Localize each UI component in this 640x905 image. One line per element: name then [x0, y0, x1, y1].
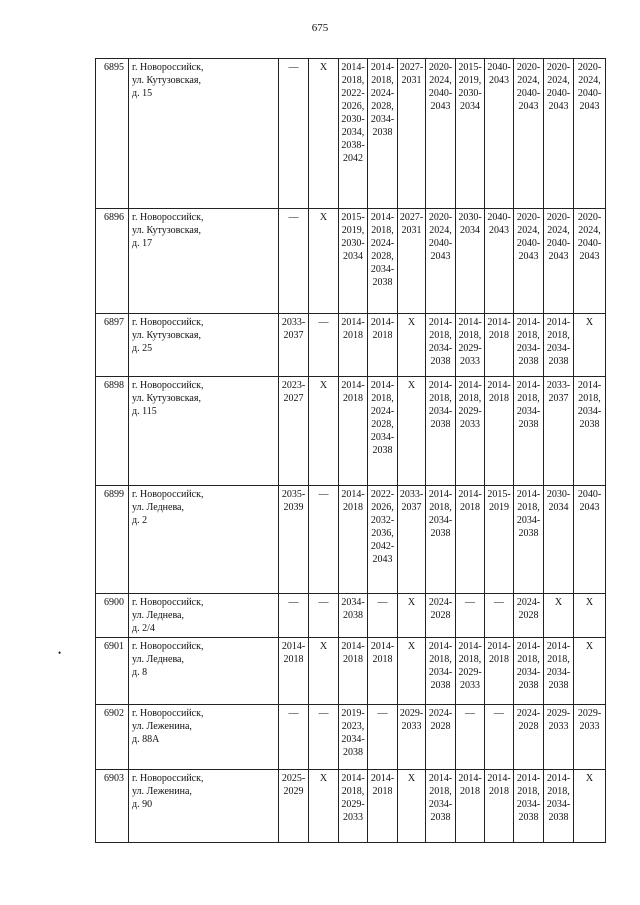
period-cell: 2040- 2043	[485, 59, 514, 209]
period-cell: 2020- 2024, 2040- 2043	[514, 59, 544, 209]
period-cell: X	[309, 209, 339, 314]
table-row	[96, 486, 606, 594]
period-cell: 2020- 2024, 2040- 2043	[544, 209, 574, 314]
table-row	[96, 770, 606, 843]
period-cell: 2024- 2028	[426, 594, 456, 638]
period-cell: 2014- 2018, 2034- 2038	[574, 377, 606, 486]
address-cell: г. Новороссийск, ул. Кутузовская, д. 15	[129, 59, 279, 209]
address-cell: г. Новороссийск, ул. Леднева, д. 2/4	[129, 594, 279, 638]
period-cell: 2024- 2028	[426, 705, 456, 770]
period-cell: —	[309, 314, 339, 377]
period-cell: —	[309, 594, 339, 638]
period-cell: 2014- 2018, 2034- 2038	[544, 314, 574, 377]
period-cell: 2014- 2018	[368, 770, 398, 843]
period-cell: —	[456, 705, 485, 770]
period-cell: 2014- 2018, 2034- 2038	[426, 314, 456, 377]
period-cell: 2014- 2018, 2024- 2028, 2034- 2038	[368, 209, 398, 314]
period-cell: 2014- 2018	[339, 377, 368, 486]
address-cell: г. Новороссийск, ул. Леднева, д. 2	[129, 486, 279, 594]
table-row	[96, 594, 606, 638]
row-number: 6901	[96, 638, 129, 705]
period-cell: X	[309, 638, 339, 705]
period-cell: X	[309, 377, 339, 486]
period-cell: 2014- 2018, 2022- 2026, 2030- 2034, 2038- 2042	[339, 59, 368, 209]
period-cell: —	[279, 59, 309, 209]
period-cell: 2029- 2033	[574, 705, 606, 770]
period-cell: —	[279, 209, 309, 314]
period-cell: —	[368, 594, 398, 638]
period-cell: 2014- 2018, 2034- 2038	[426, 377, 456, 486]
period-cell: X	[574, 314, 606, 377]
period-cell: 2027- 2031	[398, 59, 426, 209]
period-cell: 2014- 2018, 2034- 2038	[544, 770, 574, 843]
period-cell: 2014- 2018, 2034- 2038	[426, 638, 456, 705]
period-cell: 2014- 2018, 2034- 2038	[544, 638, 574, 705]
period-cell: —	[279, 705, 309, 770]
period-cell: 2033- 2037	[544, 377, 574, 486]
period-cell: 2029- 2033	[398, 705, 426, 770]
period-cell: 2020- 2024, 2040- 2043	[574, 209, 606, 314]
period-cell: 2014- 2018, 2029- 2033	[456, 638, 485, 705]
period-cell: 2014- 2018, 2034- 2038	[514, 486, 544, 594]
period-cell: 2014- 2018, 2034- 2038	[514, 314, 544, 377]
address-cell: г. Новороссийск, ул. Леженина, д. 88А	[129, 705, 279, 770]
period-cell: 2014- 2018	[279, 638, 309, 705]
period-cell: 2015- 2019, 2030- 2034	[339, 209, 368, 314]
period-cell: 2014- 2018	[456, 486, 485, 594]
address-cell: г. Новороссийск, ул. Леднева, д. 8	[129, 638, 279, 705]
period-cell: 2024- 2028	[514, 594, 544, 638]
period-cell: 2014- 2018, 2034- 2038	[514, 770, 544, 843]
period-cell: 2033- 2037	[398, 486, 426, 594]
address-cell: г. Новороссийск, ул. Кутузовская, д. 25	[129, 314, 279, 377]
period-cell: X	[398, 594, 426, 638]
period-cell: 2014- 2018, 2029- 2033	[456, 314, 485, 377]
period-cell: 2014- 2018	[339, 638, 368, 705]
address-cell: г. Новороссийск, ул. Кутузовская, д. 115	[129, 377, 279, 486]
period-cell: X	[398, 770, 426, 843]
period-cell: X	[574, 594, 606, 638]
period-cell: —	[456, 594, 485, 638]
period-cell: 2015- 2019	[485, 486, 514, 594]
period-cell: 2040- 2043	[574, 486, 606, 594]
period-cell: 2025- 2029	[279, 770, 309, 843]
period-cell: 2014- 2018, 2034- 2038	[426, 770, 456, 843]
period-cell: 2014- 2018	[485, 314, 514, 377]
period-cell: 2014- 2018	[368, 638, 398, 705]
row-number: 6902	[96, 705, 129, 770]
period-cell: 2020- 2024, 2040- 2043	[514, 209, 544, 314]
period-cell: 2014- 2018, 2034- 2038	[514, 377, 544, 486]
period-cell: —	[309, 705, 339, 770]
period-cell: 2020- 2024, 2040- 2043	[426, 209, 456, 314]
period-cell: X	[309, 770, 339, 843]
table-row	[96, 638, 606, 705]
address-cell: г. Новороссийск, ул. Леженина, д. 90	[129, 770, 279, 843]
period-cell: 2014- 2018	[456, 770, 485, 843]
period-cell: —	[485, 705, 514, 770]
period-cell: —	[368, 705, 398, 770]
period-cell: 2014- 2018	[485, 377, 514, 486]
table-row	[96, 59, 606, 209]
period-cell: —	[485, 594, 514, 638]
period-cell: 2014- 2018, 2024- 2028, 2034- 2038	[368, 377, 398, 486]
period-cell: X	[574, 770, 606, 843]
period-cell: 2035- 2039	[279, 486, 309, 594]
period-cell: 2015- 2019, 2030- 2034	[456, 59, 485, 209]
table-row	[96, 314, 606, 377]
row-number: 6899	[96, 486, 129, 594]
row-number: 6895	[96, 59, 129, 209]
period-cell: 2022- 2026, 2032- 2036, 2042- 2043	[368, 486, 398, 594]
period-cell: —	[309, 486, 339, 594]
page-number: 675	[311, 22, 329, 34]
register-table	[95, 58, 606, 843]
period-cell: X	[574, 638, 606, 705]
period-cell: 2030- 2034	[456, 209, 485, 314]
period-cell: 2020- 2024, 2040- 2043	[574, 59, 606, 209]
period-cell: 2029- 2033	[544, 705, 574, 770]
address-cell: г. Новороссийск, ул. Кутузовская, д. 17	[129, 209, 279, 314]
period-cell: 2027- 2031	[398, 209, 426, 314]
period-cell: X	[398, 638, 426, 705]
period-cell: X	[544, 594, 574, 638]
period-cell: —	[279, 594, 309, 638]
period-cell: 2014- 2018, 2034- 2038	[426, 486, 456, 594]
period-cell: 2020- 2024, 2040- 2043	[544, 59, 574, 209]
period-cell: 2040- 2043	[485, 209, 514, 314]
period-cell: 2034- 2038	[339, 594, 368, 638]
period-cell: 2014- 2018, 2024- 2028, 2034- 2038	[368, 59, 398, 209]
period-cell: 2019- 2023, 2034- 2038	[339, 705, 368, 770]
period-cell: 2024- 2028	[514, 705, 544, 770]
period-cell: 2014- 2018	[339, 314, 368, 377]
period-cell: 2014- 2018	[485, 638, 514, 705]
period-cell: 2020- 2024, 2040- 2043	[426, 59, 456, 209]
table-row	[96, 377, 606, 486]
period-cell: 2014- 2018	[485, 770, 514, 843]
period-cell: 2014- 2018	[339, 486, 368, 594]
period-cell: 2014- 2018, 2029- 2033	[339, 770, 368, 843]
row-number: 6897	[96, 314, 129, 377]
table-row	[96, 705, 606, 770]
margin-marker: •	[58, 648, 62, 658]
table-row	[96, 209, 606, 314]
row-number: 6896	[96, 209, 129, 314]
period-cell: 2014- 2018, 2029- 2033	[456, 377, 485, 486]
row-number: 6900	[96, 594, 129, 638]
period-cell: 2023- 2027	[279, 377, 309, 486]
period-cell: X	[398, 377, 426, 486]
period-cell: X	[398, 314, 426, 377]
row-number: 6903	[96, 770, 129, 843]
period-cell: 2030- 2034	[544, 486, 574, 594]
period-cell: 2014- 2018, 2034- 2038	[514, 638, 544, 705]
row-number: 6898	[96, 377, 129, 486]
period-cell: 2033- 2037	[279, 314, 309, 377]
period-cell: 2014- 2018	[368, 314, 398, 377]
period-cell: X	[309, 59, 339, 209]
